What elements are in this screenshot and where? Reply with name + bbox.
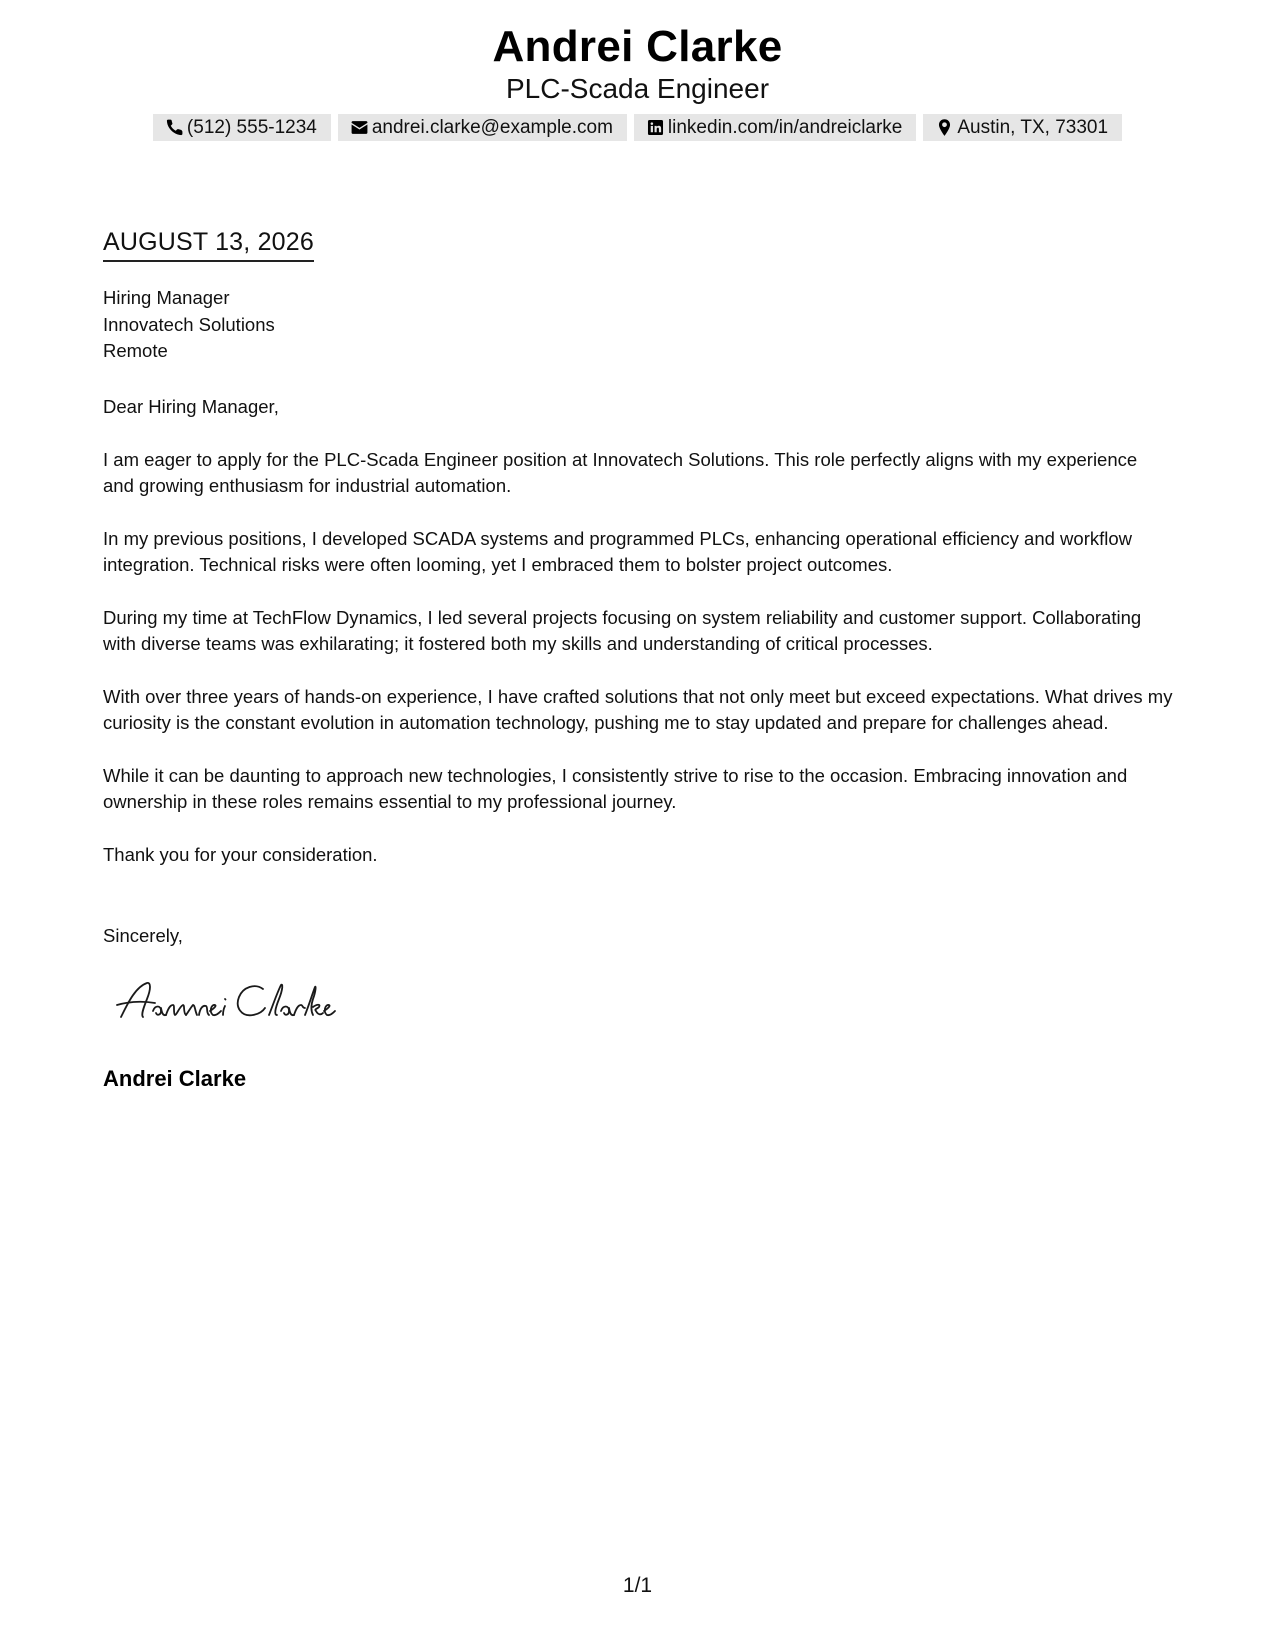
closing-line: Sincerely, bbox=[103, 925, 183, 946]
page-number: 1/1 bbox=[622, 1574, 653, 1597]
contact-email[interactable] bbox=[338, 114, 627, 141]
linkedin-text: linkedin.com/in/andreiclarke bbox=[667, 117, 903, 138]
letter-header bbox=[0, 22, 1275, 141]
phone-text: (512) 555-1234 bbox=[186, 117, 317, 138]
location-text: Austin, TX, 73301 bbox=[957, 117, 1109, 138]
signed-name: Andrei Clarke bbox=[103, 1066, 247, 1091]
applicant-name: Andrei Clarke bbox=[492, 22, 783, 71]
linkedin-icon bbox=[646, 118, 665, 137]
contact-phone[interactable] bbox=[153, 114, 331, 141]
body-paragraph: During my time at TechFlow Dynamics, I led several projects focusing on system reliability and customer support. Collaborating with diverse teams was exhilarating; it fostered both my skills and understanding of critical processes. bbox=[103, 606, 1142, 654]
letter-body bbox=[103, 394, 1173, 894]
thank-you-line: Thank you for your consideration. bbox=[103, 843, 378, 865]
letter-date: AUGUST 13, 2026 bbox=[103, 226, 314, 262]
body-paragraph: I am eager to apply for the PLC-Scada Engineer position at Innovatech Solutions. This role perfectly aligns with my experience and growing enthusiasm for industrial automation. bbox=[103, 448, 1138, 496]
contact-location[interactable] bbox=[923, 114, 1122, 141]
recipient-name: Hiring Manager bbox=[103, 287, 230, 308]
body-paragraph: With over three years of hands-on experience, I have crafted solutions that not only meet but exceed expectations. What drives my curiosity is the constant evolution in automation technology, pushing me to stay updated and prepare for challenges ahead. bbox=[103, 685, 1173, 733]
contact-linkedin[interactable] bbox=[634, 114, 916, 141]
envelope-icon bbox=[350, 118, 369, 137]
recipient-company: Innovatech Solutions bbox=[103, 313, 275, 335]
job-title: PLC-Scada Engineer bbox=[505, 73, 770, 104]
recipient-location: Remote bbox=[103, 340, 168, 361]
salutation: Dear Hiring Manager, bbox=[103, 396, 279, 417]
email-text: andrei.clarke@example.com bbox=[371, 117, 613, 138]
recipient-block bbox=[103, 285, 275, 365]
handwritten-signature bbox=[113, 975, 353, 1025]
phone-icon bbox=[165, 118, 184, 137]
body-paragraph: While it can be daunting to approach new technologies, I consistently strive to rise to the occasion. Embracing innovation and ownership in these roles remains essential to my professional journey. bbox=[103, 764, 1128, 812]
contact-bar bbox=[0, 114, 1275, 141]
map-pin-icon bbox=[935, 118, 954, 137]
body-paragraph: In my previous positions, I developed SCADA systems and programmed PLCs, enhancing operational efficiency and workflow integration. Technical risks were often looming, yet I embraced them to bolster project outcomes. bbox=[103, 527, 1132, 575]
